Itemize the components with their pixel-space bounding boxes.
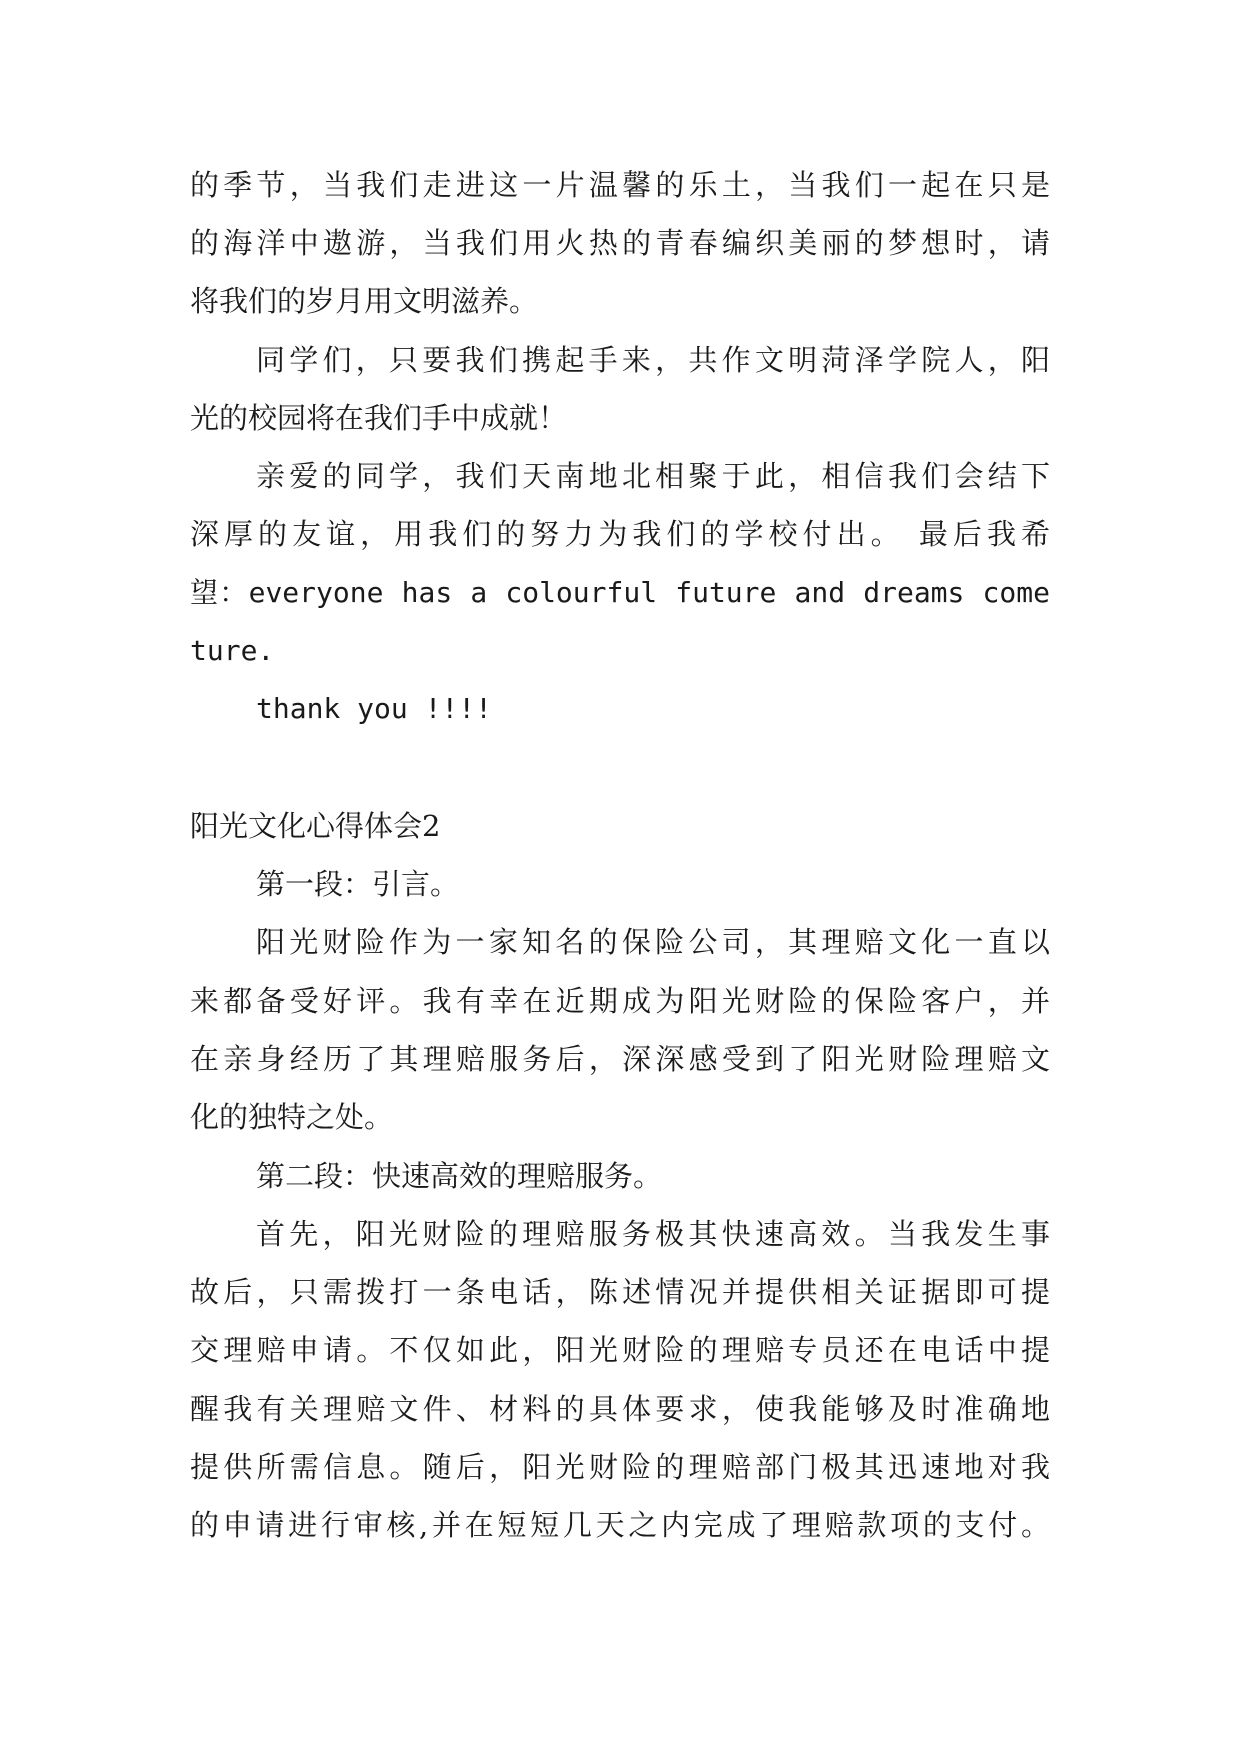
- text-line: thank you !!!!: [256, 692, 493, 725]
- text-line: 醒我有关理赔文件、材料的具体要求，使我能够及时准确地: [190, 1392, 1050, 1426]
- text-line: 来都备受好评。我有幸在近期成为阳光财险的保险客户，并: [190, 984, 1050, 1018]
- text-line: 同学们，只要我们携起手来，共作文明菏泽学院人，阳: [256, 343, 1050, 377]
- text-line: 在亲身经历了其理赔服务后，深深感受到了阳光财险理赔文: [190, 1042, 1050, 1076]
- paragraph-heading: 第二段：快速高效的理赔服务。: [256, 1159, 663, 1193]
- text-line: 首先，阳光财险的理赔服务极其快速高效。当我发生事: [256, 1217, 1050, 1251]
- text-line: ture.: [190, 634, 275, 667]
- text-line: 交理赔申请。不仅如此，阳光财险的理赔专员还在电话中提: [190, 1333, 1050, 1367]
- text-line: 的海洋中遨游，当我们用火热的青春编织美丽的梦想时，请: [190, 226, 1050, 260]
- text-line: 望：everyone has a colourful future and dreams come: [190, 576, 1050, 609]
- text-line: 亲爱的同学，我们天南地北相聚于此，相信我们会结下: [256, 459, 1050, 493]
- section-heading: 阳光文化心得体会2: [190, 809, 441, 843]
- text-line: 将我们的岁月用文明滋养。: [190, 284, 539, 318]
- text-line: 阳光财险作为一家知名的保险公司，其理赔文化一直以: [256, 925, 1050, 959]
- text-line: 故后，只需拨打一条电话，陈述情况并提供相关证据即可提: [190, 1275, 1050, 1309]
- text-line: 光的校园将在我们手中成就！: [190, 401, 568, 435]
- paragraph-heading: 第一段：引言。: [256, 867, 460, 901]
- text-line: 的申请进行审核,并在短短几天之内完成了理赔款项的支付。: [190, 1508, 1050, 1542]
- text-line: 化的独特之处。: [190, 1100, 394, 1134]
- text-line: 提供所需信息。随后，阳光财险的理赔部门极其迅速地对我: [190, 1450, 1050, 1484]
- text-line: 的季节，当我们走进这一片温馨的乐土，当我们一起在只是: [190, 168, 1050, 202]
- text-line: 深厚的友谊，用我们的努力为我们的学校付出。 最后我希: [190, 517, 1050, 551]
